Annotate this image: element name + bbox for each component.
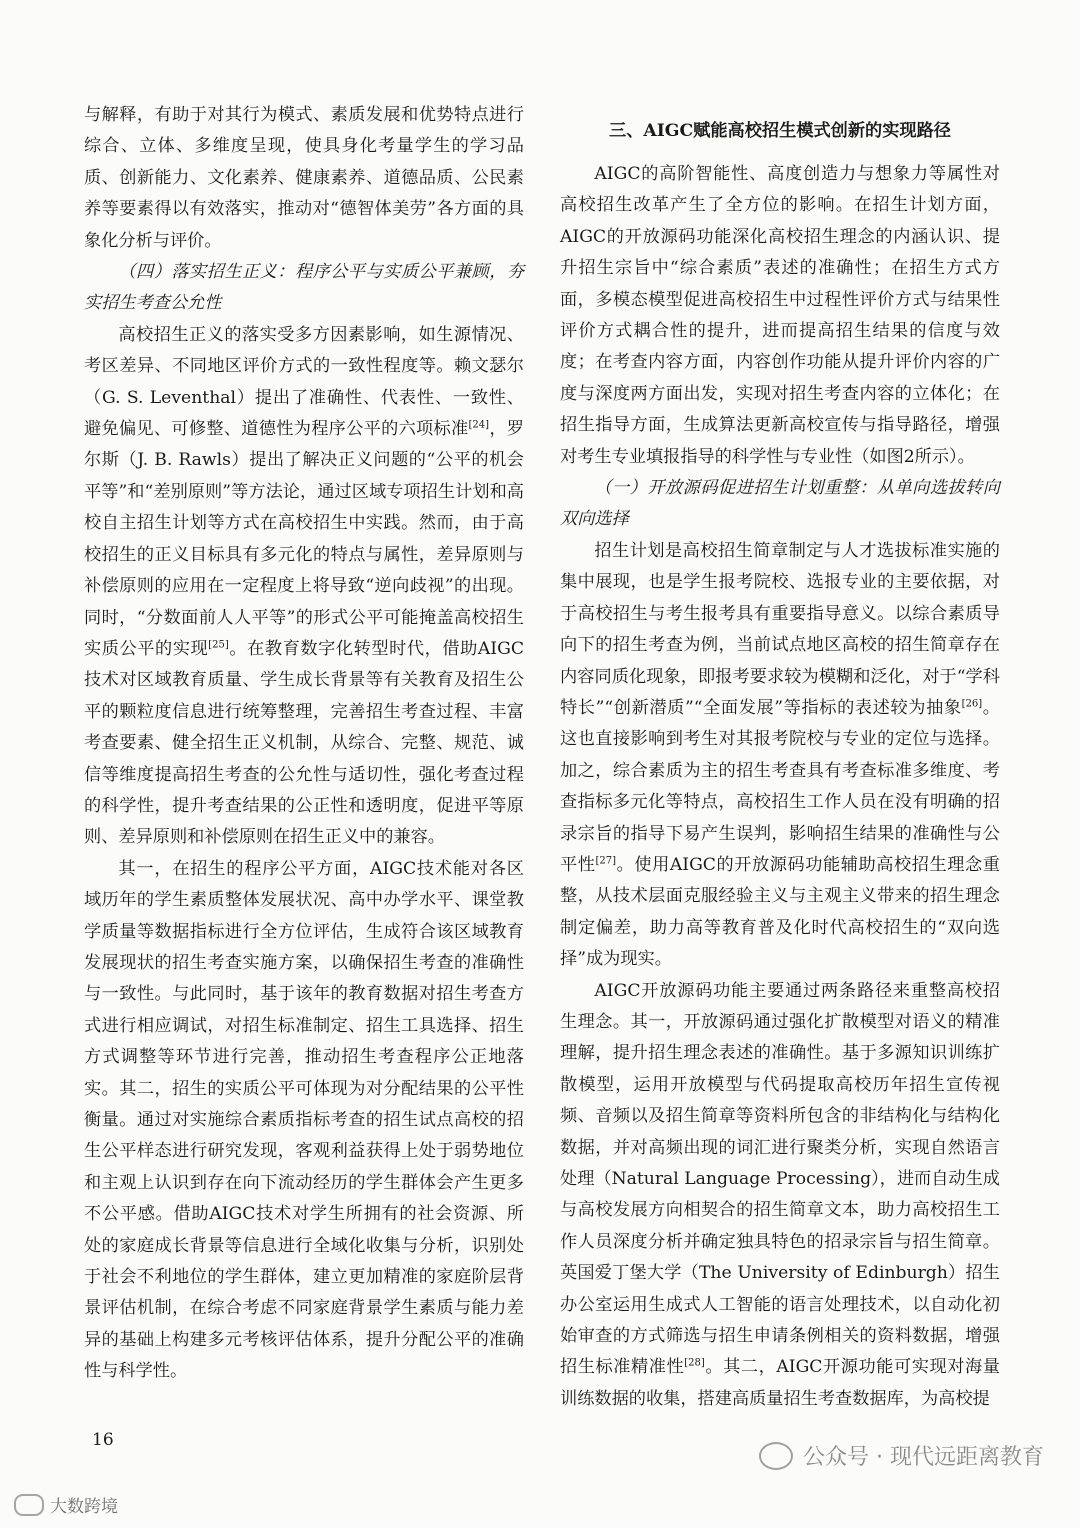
- text: ，罗尔斯（J. B. Rawls）提出了解决正义问题的“公平的机会平等”和“差别原则”等方法论，通过区域专项招生计划和高校自主招生计划等方式在高校招生中实践。然而，由于高校招生的正义目标具有多元化的特点与属性，差异原则与补偿原则的应用在一定程度上将导致“逆向歧视”的出现。同时，“分数面前人人平等”的形式公平可能掩盖高校招生实质公平的实现: [84, 419, 524, 659]
- paragraph: [560, 976, 1000, 1416]
- text: 。这也直接影响到考生对其报考院校与专业的定位与选择。加之，综合素质为主的招生考查具有考查标准多维度、考查指标多元化等特点，高校招生工作人员在没有明确的招录宗旨的指导下易产生误判，影响招生结果的准确性与公平性: [560, 697, 1000, 875]
- text: 。在教育数字化转型时代，借助AIGC技术对区域教育质量、学生成长背景等有关教育及招生公平的颗粒度信息进行统筹整理，完善招生考查过程、丰富考查要素、健全招生正义机制，从综合、完整、规范、诚信等维度提高招生考查的公允性与适切性，强化考查过程的科学性，提升考查结果的公正性和透明度，促进平等原则、差异原则和补偿原则在招生正义中的兼容。: [84, 638, 524, 848]
- paragraph: [560, 536, 1000, 976]
- brand-text: 大数跨境: [50, 1497, 118, 1517]
- wechat-icon: [759, 1442, 793, 1470]
- paragraph: AIGC的高阶智能性、高度创造力与想象力等属性对高校招生改革产生了全方位的影响。在招生计划方面，AIGC的开放源码功能深化高校招生理念的内涵认识、提升招生宗旨中“综合素质”表述的准确性；在招生方式方面，多模态模型促进高校招生中过程性评价方式与结果性评价方式耦合性的提升，进而提高招生结果的信度与效度；在考查内容方面，内容创作功能从提升评价内容的广度与深度两方面出发，实现对招生考查内容的立体化；在招生指导方面，生成算法更新高校宣传与指导路径，增强对考生专业填报指导的科学性与专业性（如图2所示）。: [560, 164, 1000, 467]
- brand-logo: [14, 1492, 118, 1517]
- text: 招生计划是高校招生简章制定与人才选拔标准实施的集中展现，也是学生报考院校、选报专业的主要依据，对于高校招生与考生报考具有重要指导意义。以综合素质导向下的招生考查为例，当前试点地区高校的招生简章存在内容同质化现象，即报考要求较为模糊和泛化，对于“学科特长”“创新潜质”“全面发展”等指标的表述较为抽象: [560, 540, 1000, 718]
- citation: [27]: [595, 855, 617, 867]
- watermark-text: 公众号 · 现代远距离教育: [803, 1445, 1044, 1470]
- subsection-heading: （四）落实招生正义：程序公平与实质公平兼顾，夯实招生考查公允性: [84, 262, 524, 314]
- citation: [26]: [961, 698, 983, 710]
- citation: [28]: [684, 1357, 705, 1369]
- text: 高校招生正义的落实受多方因素影响，如生源情况、考区差异、不同地区评价方式的一致性程度等。赖文瑟尔（G. S. Leventhal）提出了准确性、代表性、一致性、避免偏见、可修整、道德性为程序公平的六项标准: [84, 324, 524, 440]
- text: 。其二，AIGC开源功能可实现对海量训练数据的收集，搭建高质量招生考查数据库，为高校提: [560, 1357, 1000, 1409]
- paragraph: 其一，在招生的程序公平方面，AIGC技术能对各区域历年的学生素质整体发展状况、高中办学水平、课堂教学质量等数据指标进行全方位评估，生成符合该区域教育发展现状的招生考查实施方案，以确保招生考查的准确性与一致性。与此同时，基于该年的教育数据对招生考查方式进行相应调试，对招生标准制定、招生工具选择、招生方式调整等环节进行完善，推动招生考查程序公正地落实。其二，招生的实质公平可体现为对分配结果的公平性衡量。通过对实施综合素质指标考查的招生试点高校的招生公平样态进行研究发现，客观利益获得上处于弱势地位和主观上认识到存在向下流动经历的学生群体会产生更多不公平感。借助AIGC技术对学生所拥有的社会资源、所处的家庭成长背景等信息进行全域化收集与分析，识别处于社会不利地位的学生群体，建立更加精准的家庭阶层背景评估机制，在综合考虑不同家庭背景学生素质与能力差异的基础上构建多元考核评估体系，提升分配公平的准确性与科学性。: [84, 858, 524, 1382]
- paragraph: [84, 320, 524, 854]
- paragraph: 与解释，有助于对其行为模式、素质发展和优势特点进行综合、立体、多维度呈现，使具身化考量学生的学习品质、创新能力、文化素养、健康素养、道德品质、公民素养等要素得以有效落实，推动对“德智体美劳”各方面的具象化分析与评价。: [84, 105, 524, 251]
- section-title: 三、AIGC赋能高校招生模式创新的实现路径: [609, 121, 951, 141]
- citation: [24]: [468, 419, 490, 431]
- citation: [25]: [208, 639, 229, 651]
- text: 。使用AIGC的开放源码功能辅助高校招生理念重整，从技术层面克服经验主义与主观主义带来的招生理念制定偏差，助力高等教育普及化时代高校招生的“双向选择”成为现实。: [560, 854, 1000, 970]
- watermark: [759, 1440, 1044, 1471]
- brand-icon: [14, 1494, 44, 1516]
- text: AIGC开放源码功能主要通过两条路径来重整高校招生理念。其一，开放源码通过强化扩散模型对语义的精准理解，提升招生理念表述的准确性。基于多源知识训练扩散模型，运用开放模型与代码提取高校历年招生宣传视频、音频以及招生简章等资料所包含的非结构化与结构化数据，并对高频出现的词汇进行聚类分析，实现自然语言处理（Natural Language Processing），进而自动生成与高校发展方向相契合的招生简章文本，助力高校招生工作人员深度分析并确定独具特色的招录宗旨与招生简章。英国爱丁堡大学（The University of Edinburgh）招生办公室运用生成式人工智能的语言处理技术，以自动化初始审查的方式筛选与招生申请条例相关的资料数据，增强招生标准精准性: [560, 980, 1000, 1378]
- subsection-heading: （一）开放源码促进招生计划重整：从单向选拔转向双向选择: [560, 478, 1000, 530]
- left-column: [84, 100, 524, 1388]
- page-number: 16: [92, 1430, 114, 1450]
- right-column: [560, 116, 1000, 1415]
